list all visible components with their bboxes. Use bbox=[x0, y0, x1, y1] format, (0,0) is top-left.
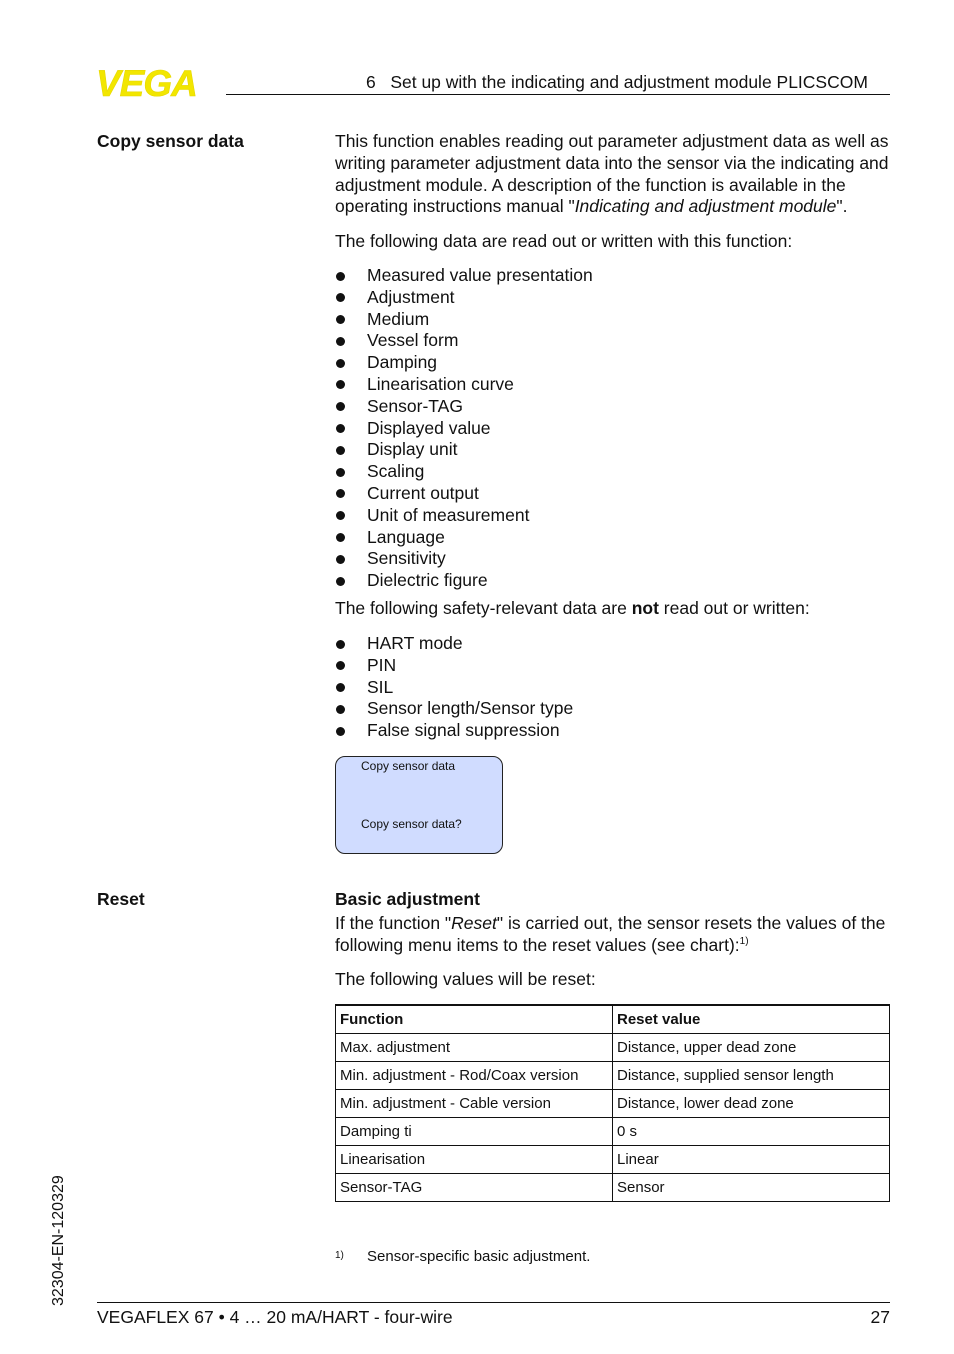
table-row bbox=[336, 1090, 890, 1118]
list-item: Unit of measurement bbox=[335, 505, 895, 527]
list-item: Language bbox=[335, 527, 895, 549]
logo-text: VEGA bbox=[96, 66, 197, 98]
list-item: False signal suppression bbox=[335, 720, 895, 742]
list-item: Measured value presentation bbox=[335, 265, 895, 287]
copy-section-body bbox=[335, 131, 895, 218]
list-item: Current output bbox=[335, 483, 895, 505]
table-cell: Distance, upper dead zone bbox=[613, 1034, 890, 1062]
table-row bbox=[336, 1118, 890, 1146]
list-item: Dielectric figure bbox=[335, 570, 895, 592]
list-item: Scaling bbox=[335, 461, 895, 483]
table-row bbox=[336, 1146, 890, 1174]
table-cell: Max. adjustment bbox=[336, 1034, 613, 1062]
column-header-reset-value: Reset value bbox=[613, 1005, 890, 1034]
not-copied-data-list bbox=[335, 633, 895, 742]
list-item: Medium bbox=[335, 309, 895, 331]
footer-product: VEGAFLEX 67 • 4 … 20 mA/HART - four-wire bbox=[97, 1307, 453, 1327]
vega-logo bbox=[96, 66, 220, 98]
footer-rule bbox=[97, 1302, 890, 1303]
footnote-ref: 1) bbox=[739, 935, 749, 947]
table-cell: Distance, lower dead zone bbox=[613, 1090, 890, 1118]
copy-intro-paragraph: This function enables reading out parameter adjustment data as well as writing parameter adjustment data into the sensor via the indicating and adjustment module. A description of the function is available in the operating instructions manual "Indicating and adjustment module". bbox=[335, 131, 889, 217]
table-row bbox=[336, 1062, 890, 1090]
list-item: SIL bbox=[335, 677, 895, 699]
table-cell: Damping ti bbox=[336, 1118, 613, 1146]
list-item: Sensitivity bbox=[335, 548, 895, 570]
header-rule bbox=[226, 94, 890, 95]
table-cell: 0 s bbox=[613, 1118, 890, 1146]
table-cell: Sensor bbox=[613, 1174, 890, 1202]
basic-adjustment-heading: Basic adjustment bbox=[335, 889, 480, 909]
table-cell: Distance, supplied sensor length bbox=[613, 1062, 890, 1090]
list-item: HART mode bbox=[335, 633, 895, 655]
list-intro: The following data are read out or written with this function: bbox=[335, 231, 793, 251]
reset-paragraph: If the function "Reset" is carried out, the sensor resets the values of the following menu items to the reset values (see chart):$^{1)}$ bbox=[335, 913, 886, 955]
copied-data-list bbox=[335, 265, 895, 592]
list-item: Displayed value bbox=[335, 418, 895, 440]
list-item: PIN bbox=[335, 655, 895, 677]
footnote-mark: 1) bbox=[335, 1250, 344, 1261]
list-item: Vessel form bbox=[335, 330, 895, 352]
list-item: Display unit bbox=[335, 439, 895, 461]
table-cell: Sensor-TAG bbox=[336, 1174, 613, 1202]
chapter-title: 6 Set up with the indicating and adjustment module PLICSCOM bbox=[366, 72, 868, 92]
table-row bbox=[336, 1034, 890, 1062]
list-item: Sensor length/Sensor type bbox=[335, 698, 895, 720]
reset-values-intro: The following values will be reset: bbox=[335, 969, 596, 989]
display-line-question: Copy sensor data? bbox=[361, 817, 462, 831]
table-cell: Linearisation bbox=[336, 1146, 613, 1174]
list-item: Damping bbox=[335, 352, 895, 374]
table-header-row bbox=[336, 1005, 890, 1034]
reset-label: Reset bbox=[97, 889, 145, 909]
list-item: Linearisation curve bbox=[335, 374, 895, 396]
footnote-text: Sensor-specific basic adjustment. bbox=[367, 1248, 591, 1265]
list-item: Adjustment bbox=[335, 287, 895, 309]
reset-values-table bbox=[335, 1004, 890, 1202]
not-copied-intro: The following safety-relevant data are not read out or written: bbox=[335, 598, 810, 618]
table-row bbox=[336, 1174, 890, 1202]
list-item: Sensor-TAG bbox=[335, 396, 895, 418]
table-cell: Min. adjustment - Rod/Coax version bbox=[336, 1062, 613, 1090]
display-line-title: Copy sensor data bbox=[361, 759, 456, 773]
table-cell: Min. adjustment - Cable version bbox=[336, 1090, 613, 1118]
display-screen bbox=[335, 756, 503, 854]
page-number: 27 bbox=[870, 1307, 890, 1327]
copy-sensor-data-label: Copy sensor data bbox=[97, 131, 244, 151]
column-header-function: Function bbox=[336, 1005, 613, 1034]
document-code: 32304-EN-120329 bbox=[50, 1175, 67, 1306]
table-cell: Linear bbox=[613, 1146, 890, 1174]
